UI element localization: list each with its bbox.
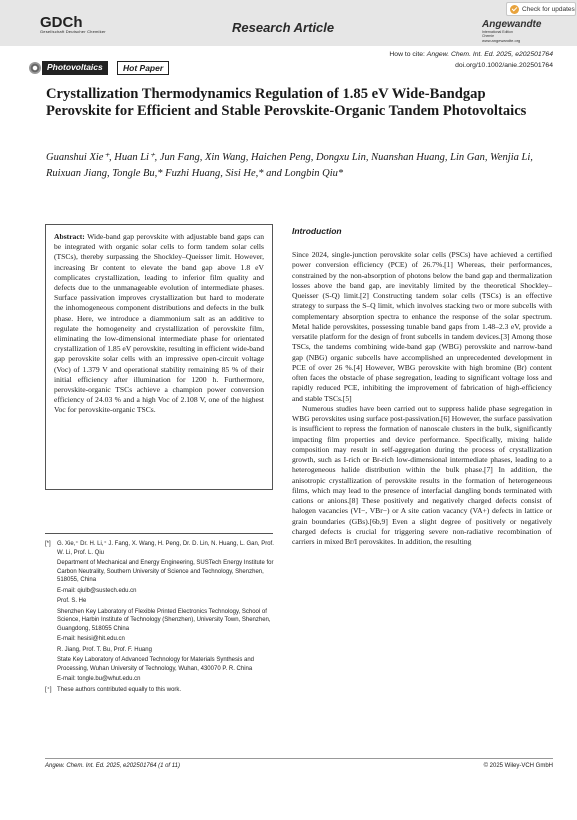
footer-copyright: © 2025 Wiley-VCH GmbH: [483, 763, 553, 769]
publisher-subtitle: Gesellschaft Deutscher Chemiker: [40, 29, 106, 34]
article-type: Research Article: [232, 20, 335, 35]
affiliation-text: Department of Mechanical and Energy Engineering, SUSTech Energy Institute for Carbon Neutrality, Southern University of Science and Technology, Shenzhen, 518055, China: [57, 560, 274, 583]
affiliation-line: [45, 646, 275, 655]
affiliations: [45, 540, 275, 696]
affiliation-line: [45, 540, 275, 557]
hot-paper-badge: Hot Paper: [117, 61, 169, 75]
abstract-box: [45, 224, 273, 490]
affiliation-text: State Key Laboratory of Advanced Technology for Materials Synthesis and Processing, Wuhan University of Technology, Wuhan, 430070 P. R. China: [57, 657, 255, 672]
introduction-body: [292, 250, 552, 547]
abstract-label: Abstract:: [54, 232, 85, 241]
intro-paragraph-1: Since 2024, single-junction perovskite solar cells (PSCs) have achieved a certified power conversion efficiency (PCE) of 26.7%.[1] Whereas, their performances, constrained by the non-absorption of photons below the band gap and thermalization losses above the band gap, are inevitably limited by the theoretical Shockley–Queisser (S-Q) limit.[2] Constructing tandem solar cells (TSCs) is an effective strategy to surpass the S–Q limit, which involves stacking two or more subcells with complementary absorption spectra to enhance the response of the solar spectrum. Metal halide perovskites, possessing tunable band gaps from 1.48–2.3 eV, provide a versatile platform for the design of front subcells in tandem devices.[3] Among those TSCs, the tandems combining wide-band gap (WBG) perovskite and narrow-band gap (NBG) organic subcells have accomplished an unprecedented development in PCE of over 26 %.[4] However, WBG perovskite with high bromine (Br) content often faces the obstacle of phase segregation, leading to significant voltage loss and rapidly reduced PCE, inhibiting the improvement of fabrication of high-efficiency and stable TSCs.[5]: [292, 250, 552, 403]
footer-citation: Angew. Chem. Int. Ed. 2025, e202501764 (1 of 11): [45, 763, 180, 769]
doi-link[interactable]: doi.org/10.1002/anie.202501764: [455, 62, 553, 69]
affiliation-email[interactable]: [45, 635, 275, 644]
section-heading-introduction: Introduction: [292, 226, 342, 236]
publisher-logo: [40, 14, 106, 34]
affiliation-text: R. Jiang, Prof. T. Bu, Prof. F. Huang: [57, 646, 152, 653]
affiliation-line: [45, 656, 275, 673]
citation-line: [389, 51, 553, 58]
topic-badge: Photovoltaics: [42, 61, 108, 75]
how-to-cite-label: How to cite:: [389, 51, 425, 58]
abstract-text: Wide-band gap perovskite with adjustable band gaps can be integrated with organic solar cells to form tandem solar cells (TSCs), thereby surpassing the Shockley–Queisser limit. However, increasing Br content to elevate the band gap above 1.8 eV complicates crystallization, leading to inferior film quality and defects due to the unmanageable evolution of intermediate phases. Surface passivation improves crystallization but hard to moderate the inhomogeneous component distributions and defects in the bulk phase. Here, we introduce a diammonium salt as an additive to regulate the homogeneity and crystallization of perovskite film, eliminating the low-dimensional intermediate phase for orientated crystallization of 1.85 eV perovskite, resulting in efficient wide-band gap perovskite solar cells with an impressive open-circuit voltage (Voc) of 1.379 V and operational stability remaining 85 % of their initial efficiency after illumination for 1200 h. Furthermore, perovskite-organic TSCs achieve a champion power conversion efficiency of 24.03 % and a high Voc of 2.108 V, one of the highest Voc for perovskite-organic TSCs.: [54, 232, 264, 415]
affiliation-mark: [⁺]: [45, 686, 52, 693]
affiliation-text: E-mail: tongle.bu@whut.edu.cn: [57, 676, 141, 682]
publisher-name: GDCh: [40, 14, 83, 31]
affiliation-text: E-mail: qiulb@sustech.edu.cn: [57, 587, 137, 594]
gear-icon: [29, 62, 41, 74]
check-updates-label: Check for updates: [522, 5, 575, 13]
footer-divider: [45, 758, 553, 759]
citation-text: Angew. Chem. Int. Ed. 2025, e202501764: [426, 51, 553, 58]
journal-logo-chemie: Chemie: [482, 34, 495, 38]
journal-url: www.angewandte.org: [482, 38, 521, 43]
journal-logo-text: Angewandte: [482, 19, 542, 30]
journal-header: [0, 0, 577, 46]
author-list: Guanshui Xie⁺, Huan Li⁺, Jun Fang, Xin Wang, Haichen Peng, Dongxu Lin, Nuanshan Huang, Lin Gan, Wenjia Li, Ruixuan Jiang, Tongle Bu,* Fuzhi Huang, Sisi He,* and Longbin Qiu*: [46, 152, 533, 179]
journal-logo-edition: International Edition: [482, 30, 513, 34]
affiliation-text: Prof. S. He: [57, 598, 87, 604]
affiliation-email[interactable]: [45, 675, 275, 684]
affiliation-text: Shenzhen Key Laboratory of Flexible Printed Electronics Technology, School of Science, Harbin Institute of Technology (Shenzhen), University Town, Shenzhen, Guangdong, 518055 China: [57, 608, 271, 632]
affiliation-line: [45, 559, 275, 585]
affiliation-text: G. Xie,⁺ Dr. H. Li,⁺ J. Fang, X. Wang, H. Peng, Dr. D. Lin, N. Huang, L. Gan, Prof. W. Li, Prof. L. Qiu: [57, 541, 274, 556]
affiliation-line: [45, 597, 275, 606]
check-updates-icon: [510, 5, 519, 14]
intro-paragraph-2: Numerous studies have been carried out to suppress halide phase segregation in WBG perovskites using surface post-passivation.[6] However, the surface passivation is insufficient to repress the formation of nanoscale clusters in the bulk, significantly impacting film properties and device performance. Specifically, mixing halide composition may result in self-aggregation during the process of crystallization growth, such as I-rich or Br-rich low-dimensional intermediate phases, leading to a heterogeneous halide distribution within the bulk phase.[7] In addition, the anisotropic crystallization of perovskite results in the formation of heterogeneous films, which may lead to the presence of interfacial dangling bonds terminated with cations or anions.[8] These positively and negatively charged defects consist of halogen vacancies (VI−, VBr−) or A site cation vacancy (VA+) defects in lattice or grain boundaries (GBs).[6b,9] Even a slight degree of positively or negatively charged defects is crucial for triggering severe non-radiative recombination of carriers in mixed Br/I perovskites. In addition, the resulting: [292, 403, 552, 546]
affiliation-text: E-mail: hesisi@hit.edu.cn: [57, 636, 125, 642]
check-for-updates-button[interactable]: [506, 2, 576, 16]
affiliation-line: [45, 608, 275, 634]
equal-contribution-note: [45, 686, 275, 695]
article-title: Crystallization Thermodynamics Regulation of 1.85 eV Wide-Bandgap Perovskite for Efficient and Stable Perovskite-Organic Tandem Photovoltaics: [46, 86, 527, 119]
affiliation-mark: [*]: [45, 541, 51, 547]
affiliation-divider: [45, 533, 273, 534]
journal-logo: [482, 19, 541, 43]
affiliation-email[interactable]: [45, 587, 275, 596]
affiliation-text: These authors contributed equally to this work.: [57, 686, 182, 693]
